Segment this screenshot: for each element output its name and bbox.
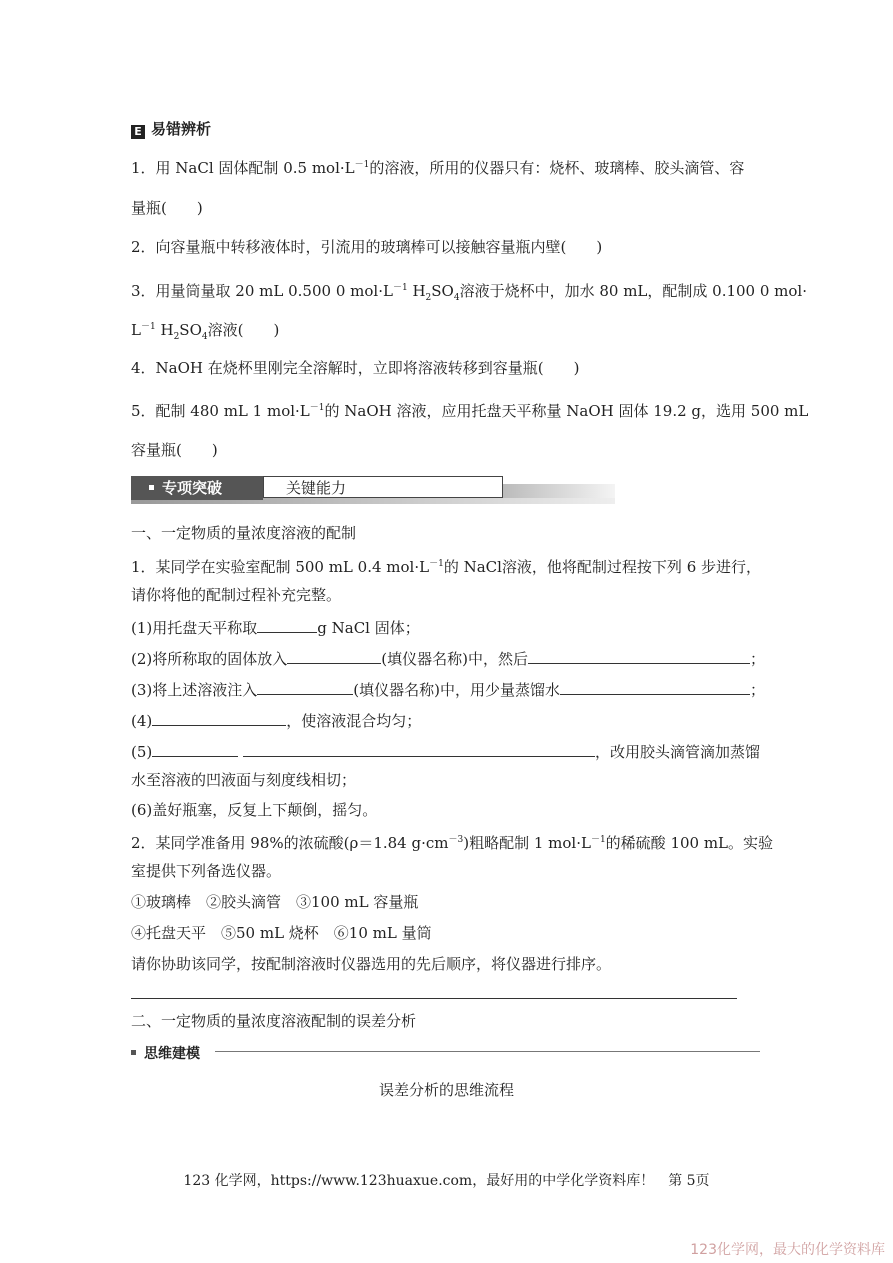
question-5-cont: 容量瓶( ) xyxy=(131,441,218,459)
page-footer: 123 化学网，https://www.123huaxue.com，最好用的中学化学资料库！ 第 5页 xyxy=(183,1173,710,1189)
section-e-icon: E xyxy=(131,125,145,139)
answer-blank[interactable] xyxy=(152,740,238,757)
question-4: 4．NaOH 在烧杯里刚完全溶解时，立即将溶液转移到容量瓶( ) xyxy=(131,359,580,377)
problem-2-instruction: 请你协助该同学，按配制溶液时仪器选用的先后顺序，将仪器进行排序。 xyxy=(131,955,612,973)
answer-blank[interactable] xyxy=(560,678,750,695)
step-5: (5) ，改用胶头滴管滴加蒸馏 xyxy=(131,740,760,762)
thinking-model-header: 思维建模 xyxy=(131,1043,200,1063)
options-row-1: ①玻璃棒 ②胶头滴管 ③100 mL 容量瓶 xyxy=(131,893,419,911)
banner-light-tab: 关键能力 xyxy=(263,476,503,498)
thinking-model-rule xyxy=(215,1051,760,1052)
section-banner xyxy=(131,476,485,502)
square-bullet-icon xyxy=(131,1050,136,1055)
step-6: (6)盖好瓶塞，反复上下颠倒，摇匀。 xyxy=(131,801,378,819)
answer-blank[interactable] xyxy=(243,740,595,757)
question-2: 2．向容量瓶中转移液体时，引流用的玻璃棒可以接触容量瓶内壁( ) xyxy=(131,238,603,256)
question-5: 5．配制 480 mL 1 $mol\cdot L^{-1}$的 NaOH 溶液，应用托盘天平称量 NaOH 固体 19.2 g，选用 500 mL xyxy=(131,402,809,420)
watermark-text: 123化学网，最大的化学资料库 xyxy=(690,1242,885,1258)
answer-blank[interactable] xyxy=(528,647,750,664)
options-row-2: ④托盘天平 ⑤50 mL 烧杯 ⑥10 mL 量筒 xyxy=(131,924,432,942)
square-bullet-icon xyxy=(149,485,154,490)
answer-blank[interactable] xyxy=(257,678,353,695)
heading-preparation: 一、一定物质的量浓度溶液的配制 xyxy=(131,524,357,542)
problem-1-cont: 请你将他的配制过程补充完整。 xyxy=(131,586,342,604)
answer-line[interactable] xyxy=(131,998,737,999)
answer-blank[interactable] xyxy=(287,647,381,664)
step-5-cont: 水至溶液的凹液面与刻度线相切； xyxy=(131,771,357,789)
question-3-cont: $L^{-1}$ $H_2SO_4$溶液( ) xyxy=(131,321,280,342)
step-2: (2)将所称取的固体放入 (填仪器名称)中，然后 ； xyxy=(131,647,765,669)
step-3: (3)将上述溶液注入 (填仪器名称)中，用少量蒸馏水 ； xyxy=(131,678,765,700)
answer-blank[interactable] xyxy=(257,616,317,633)
section-title-error-analysis: E 易错辨析 xyxy=(131,118,211,139)
banner-dark-tab: 专项突破 xyxy=(131,476,263,500)
answer-blank[interactable] xyxy=(152,709,286,726)
step-4: (4) ，使溶液混合均匀； xyxy=(131,709,421,731)
heading-error-analysis: 二、一定物质的量浓度溶液配制的误差分析 xyxy=(131,1012,417,1030)
center-title: 误差分析的思维流程 xyxy=(378,1081,514,1099)
problem-1: 1．某同学在实验室配制 500 mL 0.4 $mol\cdot L^{-1}$的 NaCl溶液，他将配制过程按下列 6 步进行， xyxy=(131,558,762,576)
step-1: (1)用托盘天平称取 g NaCl 固体； xyxy=(131,616,420,638)
question-1: 1．用 NaCl 固体配制 0.5 $mol\cdot L^{-1}$的溶液，所用的仪器只有：烧杯、玻璃棒、胶头滴管、容 xyxy=(131,159,745,177)
question-1-cont: 量瓶( ) xyxy=(131,199,203,217)
banner-fade xyxy=(503,484,615,498)
problem-2-cont: 室提供下列备选仪器。 xyxy=(131,862,282,880)
question-3: 3．用量筒量取 20 mL 0.500 0 $mol\cdot L^{-1}$ $H_2SO_4$溶液于烧杯中，加水 80 mL，配制成 0.100 0 mol· xyxy=(131,282,807,303)
problem-2: 2．某同学准备用 98%的浓硫酸(ρ＝1.84 $g\cdot cm^{-3}$)粗略配制 1 $mol\cdot L^{-1}$的稀硫酸 100 mL。实验 xyxy=(131,834,774,852)
